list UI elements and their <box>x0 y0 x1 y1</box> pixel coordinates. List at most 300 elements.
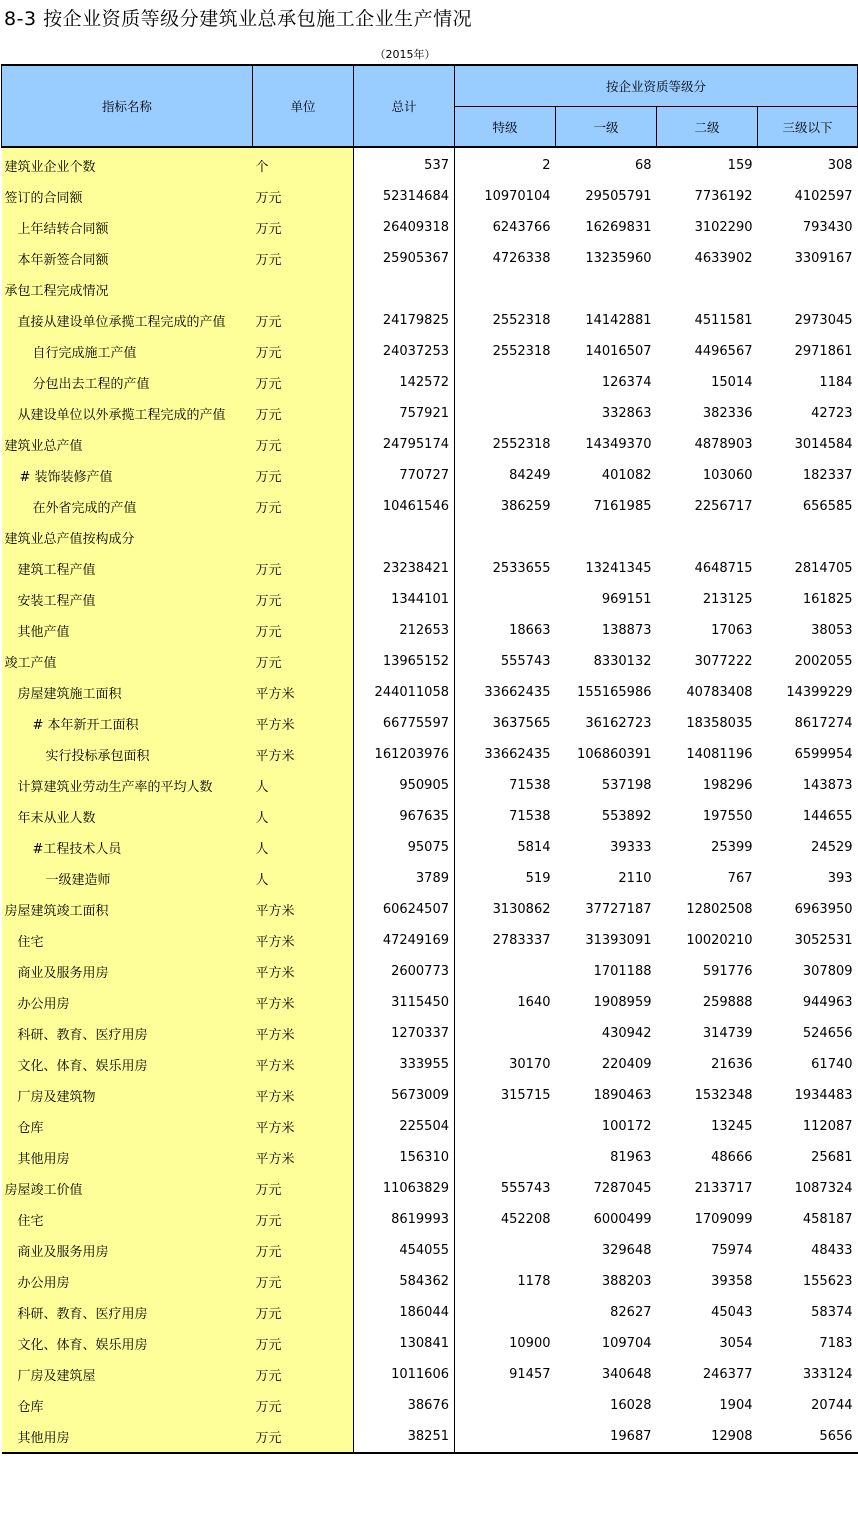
row-unit: 平方米 <box>253 677 354 708</box>
cell-grade-second: 213125 <box>702 592 753 607</box>
cell-total: 95075 <box>354 832 455 863</box>
cell-grade-first: 6000499 <box>593 1212 652 1227</box>
row-label: 商业及服务用房 <box>2 1235 253 1266</box>
cell-grade-special: 5814 <box>517 840 551 855</box>
cell-grade-second: 40783408 <box>686 685 753 700</box>
cell-grade-first: 332863 <box>601 406 652 421</box>
row-unit: 万元 <box>253 615 354 646</box>
cell-grade-second: 75974 <box>711 1243 753 1258</box>
row-unit <box>253 522 354 553</box>
table-row <box>2 801 858 832</box>
row-unit: 平方米 <box>253 1018 354 1049</box>
row-unit: 平方米 <box>253 1142 354 1173</box>
row-unit: 平方米 <box>253 1049 354 1080</box>
table-row <box>2 1080 858 1111</box>
cell-grade-special <box>455 1390 556 1421</box>
cell-grade-third-below: 143873 <box>802 778 853 793</box>
cell-grade-first: 1890463 <box>593 1088 652 1103</box>
cell-total: 52314684 <box>354 181 455 212</box>
cell-grade-second: 3102290 <box>694 220 753 235</box>
cell-grade-third-below: 2973045 <box>794 313 853 328</box>
row-label: 房屋建筑施工面积 <box>2 677 253 708</box>
cell-grade-first: 1701188 <box>593 964 652 979</box>
cell-grade-second <box>657 274 758 305</box>
cell-grade-second: 382336 <box>702 406 753 421</box>
cell-grade-first <box>556 274 657 305</box>
row-label: 科研、教育、医疗用房 <box>2 1018 253 1049</box>
cell-grade-third-below: 48433 <box>811 1243 853 1258</box>
cell-grade-third-below: 333124 <box>802 1367 853 1382</box>
cell-grade-special: 3130862 <box>492 902 551 917</box>
table-row <box>2 553 858 584</box>
cell-total: 1011606 <box>354 1359 455 1390</box>
table-row <box>2 398 858 429</box>
cell-grade-third-below: 155623 <box>802 1274 853 1289</box>
cell-grade-first: 106860391 <box>577 747 652 762</box>
row-unit <box>253 274 354 305</box>
row-label: #工程技术人员 <box>2 832 253 863</box>
row-unit: 万元 <box>253 398 354 429</box>
cell-grade-special: 2783337 <box>492 933 551 948</box>
table-row <box>2 1142 858 1173</box>
cell-grade-first: 109704 <box>601 1336 652 1351</box>
cell-grade-first: 8330132 <box>593 654 652 669</box>
cell-grade-first: 37727187 <box>585 902 652 917</box>
cell-total: 60624507 <box>354 894 455 925</box>
cell-grade-second <box>657 522 758 553</box>
row-label: 本年新签合同额 <box>2 243 253 274</box>
cell-total: 3115450 <box>354 987 455 1018</box>
cell-grade-second: 45043 <box>711 1305 753 1320</box>
table-row <box>2 460 858 491</box>
cell-total: 13965152 <box>354 646 455 677</box>
table-body <box>2 147 858 1453</box>
cell-total: 26409318 <box>354 212 455 243</box>
cell-grade-special <box>455 584 556 615</box>
cell-grade-third-below: 1184 <box>819 375 853 390</box>
cell-grade-first: 388203 <box>601 1274 652 1289</box>
cell-total: 23238421 <box>354 553 455 584</box>
cell-total: 770727 <box>354 460 455 491</box>
row-label: 办公用房 <box>2 1266 253 1297</box>
row-unit: 万元 <box>253 460 354 491</box>
cell-grade-special: 71538 <box>509 778 551 793</box>
table-row <box>2 491 858 522</box>
cell-grade-second: 103060 <box>702 468 753 483</box>
cell-grade-third-below: 656585 <box>802 499 853 514</box>
row-unit: 平方米 <box>253 987 354 1018</box>
cell-grade-first: 138873 <box>601 623 652 638</box>
row-unit: 万元 <box>253 553 354 584</box>
cell-total: 333955 <box>354 1049 455 1080</box>
table-row <box>2 147 858 181</box>
cell-grade-first: 340648 <box>601 1367 652 1382</box>
header-grade-second: 二级 <box>657 107 758 148</box>
cell-grade-second: 591776 <box>702 964 753 979</box>
row-label: 文化、体育、娱乐用房 <box>2 1049 253 1080</box>
cell-grade-special: 386259 <box>500 499 551 514</box>
row-unit: 平方米 <box>253 894 354 925</box>
cell-grade-special <box>455 956 556 987</box>
cell-total: 950905 <box>354 770 455 801</box>
table-row <box>2 1018 858 1049</box>
row-unit: 万元 <box>253 1173 354 1204</box>
row-label: 其他用房 <box>2 1142 253 1173</box>
cell-total: 537 <box>354 147 455 181</box>
cell-grade-second: 767 <box>727 871 753 886</box>
cell-grade-special: 315715 <box>500 1088 551 1103</box>
row-unit: 万元 <box>253 1421 354 1453</box>
cell-grade-special <box>455 1421 556 1453</box>
table-row <box>2 429 858 460</box>
cell-grade-first: 1908959 <box>593 995 652 1010</box>
cell-grade-third-below: 1934483 <box>794 1088 853 1103</box>
row-label: 从建设单位以外承揽工程完成的产值 <box>2 398 253 429</box>
cell-grade-third-below: 6599954 <box>794 747 853 762</box>
cell-grade-third-below: 793430 <box>802 220 853 235</box>
table-row <box>2 305 858 336</box>
row-label: # 装饰装修产值 <box>2 460 253 491</box>
row-unit: 人 <box>253 770 354 801</box>
row-unit: 平方米 <box>253 925 354 956</box>
cell-total: 156310 <box>354 1142 455 1173</box>
cell-grade-special: 2552318 <box>492 344 551 359</box>
row-unit: 万元 <box>253 1235 354 1266</box>
cell-grade-second: 15014 <box>711 375 753 390</box>
cell-grade-first: 220409 <box>601 1057 652 1072</box>
cell-grade-second: 4633902 <box>694 251 753 266</box>
cell-grade-second: 4878903 <box>694 437 753 452</box>
cell-grade-special: 3637565 <box>492 716 551 731</box>
cell-total: 142572 <box>354 367 455 398</box>
table-row <box>2 677 858 708</box>
cell-grade-first: 14016507 <box>585 344 652 359</box>
table-row <box>2 336 858 367</box>
table-row <box>2 522 858 553</box>
cell-grade-third-below: 42723 <box>811 406 853 421</box>
row-unit: 万元 <box>253 584 354 615</box>
row-label: 商业及服务用房 <box>2 956 253 987</box>
row-label: 上年结转合同额 <box>2 212 253 243</box>
row-label: 实行投标承包面积 <box>2 739 253 770</box>
cell-total: 3789 <box>354 863 455 894</box>
page-title: 8-3 按企业资质等级分建筑业总承包施工企业生产情况 <box>4 8 473 30</box>
cell-grade-second: 48666 <box>711 1150 753 1165</box>
cell-grade-special: 33662435 <box>484 685 551 700</box>
row-label: 厂房及建筑屋 <box>2 1359 253 1390</box>
cell-grade-second: 14081196 <box>686 747 753 762</box>
cell-grade-second: 39358 <box>711 1274 753 1289</box>
cell-total: 225504 <box>354 1111 455 1142</box>
cell-total: 38251 <box>354 1421 455 1453</box>
cell-grade-third-below: 393 <box>827 871 853 886</box>
table-row <box>2 1204 858 1235</box>
cell-grade-special <box>455 367 556 398</box>
cell-total: 967635 <box>354 801 455 832</box>
cell-total: 10461546 <box>354 491 455 522</box>
row-label: 承包工程完成情况 <box>2 274 253 305</box>
row-unit: 万元 <box>253 1204 354 1235</box>
cell-grade-first: 16269831 <box>585 220 652 235</box>
cell-grade-special: 18663 <box>509 623 551 638</box>
row-label: 房屋建筑竣工面积 <box>2 894 253 925</box>
cell-grade-third-below: 20744 <box>811 1398 853 1413</box>
cell-grade-third-below: 944963 <box>802 995 853 1010</box>
cell-grade-special: 519 <box>525 871 551 886</box>
cell-total: 11063829 <box>354 1173 455 1204</box>
cell-grade-second: 3077222 <box>694 654 753 669</box>
row-label: 其他用房 <box>2 1421 253 1453</box>
row-label: 签订的合同额 <box>2 181 253 212</box>
row-label: 住宅 <box>2 1204 253 1235</box>
row-unit: 平方米 <box>253 708 354 739</box>
cell-grade-special: 555743 <box>500 654 551 669</box>
year-note: （2015年） <box>374 48 436 61</box>
row-unit: 人 <box>253 863 354 894</box>
cell-grade-third-below: 24529 <box>811 840 853 855</box>
table-row <box>2 1266 858 1297</box>
row-unit: 人 <box>253 801 354 832</box>
cell-total: 38676 <box>354 1390 455 1421</box>
cell-grade-third-below <box>758 274 858 305</box>
table-row <box>2 1297 858 1328</box>
cell-grade-third-below: 3052531 <box>794 933 853 948</box>
cell-grade-third-below: 58374 <box>811 1305 853 1320</box>
cell-grade-special <box>455 522 556 553</box>
row-unit: 万元 <box>253 243 354 274</box>
cell-grade-special: 10970104 <box>484 189 551 204</box>
row-label: 计算建筑业劳动生产率的平均人数 <box>2 770 253 801</box>
cell-total: 757921 <box>354 398 455 429</box>
cell-grade-first: 29505791 <box>585 189 652 204</box>
table-row <box>2 243 858 274</box>
cell-grade-first: 14349370 <box>585 437 652 452</box>
table-row <box>2 584 858 615</box>
cell-grade-special: 6243766 <box>492 220 551 235</box>
header-grade-third-below: 三级以下 <box>758 107 858 148</box>
row-label: 竣工产值 <box>2 646 253 677</box>
table-row <box>2 1390 858 1421</box>
row-label: 厂房及建筑物 <box>2 1080 253 1111</box>
cell-grade-third-below: 2814705 <box>794 561 853 576</box>
table-row <box>2 1049 858 1080</box>
cell-total: 454055 <box>354 1235 455 1266</box>
table-row <box>2 1421 858 1453</box>
row-unit: 万元 <box>253 646 354 677</box>
cell-grade-second: 314739 <box>702 1026 753 1041</box>
header-grade-special: 特级 <box>455 107 556 148</box>
cell-grade-third-below: 1087324 <box>794 1181 853 1196</box>
cell-grade-third-below: 307809 <box>802 964 853 979</box>
cell-grade-third-below: 182337 <box>802 468 853 483</box>
cell-grade-third-below <box>758 522 858 553</box>
cell-grade-second: 259888 <box>702 995 753 1010</box>
cell-grade-second: 1904 <box>719 1398 753 1413</box>
row-label: 仓库 <box>2 1111 253 1142</box>
cell-grade-third-below: 458187 <box>802 1212 853 1227</box>
row-unit: 万元 <box>253 1390 354 1421</box>
row-label: 年末从业人数 <box>2 801 253 832</box>
table-row <box>2 646 858 677</box>
cell-grade-first: 68 <box>634 158 652 173</box>
row-label: 仓库 <box>2 1390 253 1421</box>
cell-grade-second: 1532348 <box>694 1088 753 1103</box>
table-row <box>2 894 858 925</box>
cell-grade-second: 4511581 <box>694 313 753 328</box>
table-row <box>2 863 858 894</box>
cell-grade-special: 91457 <box>509 1367 551 1382</box>
cell-grade-second: 12802508 <box>686 902 753 917</box>
cell-grade-second: 13245 <box>711 1119 753 1134</box>
row-unit: 万元 <box>253 305 354 336</box>
cell-grade-first: 553892 <box>601 809 652 824</box>
cell-grade-second: 18358035 <box>686 716 753 731</box>
row-unit: 个 <box>253 147 354 181</box>
cell-grade-special: 84249 <box>509 468 551 483</box>
cell-grade-special <box>455 1235 556 1266</box>
cell-grade-special <box>455 1297 556 1328</box>
table-row <box>2 1359 858 1390</box>
cell-grade-special <box>455 1142 556 1173</box>
cell-grade-first: 82627 <box>610 1305 652 1320</box>
cell-grade-third-below: 61740 <box>811 1057 853 1072</box>
cell-grade-special: 2533655 <box>492 561 551 576</box>
cell-grade-first: 14142881 <box>585 313 652 328</box>
cell-grade-third-below: 7183 <box>819 1336 853 1351</box>
table-row <box>2 770 858 801</box>
cell-grade-special: 1178 <box>517 1274 551 1289</box>
cell-grade-special: 10900 <box>509 1336 551 1351</box>
cell-grade-first: 2110 <box>618 871 652 886</box>
cell-total: 1344101 <box>354 584 455 615</box>
row-label: 直接从建设单位承揽工程完成的产值 <box>2 305 253 336</box>
row-label: # 本年新开工面积 <box>2 708 253 739</box>
cell-grade-special: 2552318 <box>492 437 551 452</box>
cell-grade-special: 452208 <box>500 1212 551 1227</box>
cell-grade-first: 13235960 <box>585 251 652 266</box>
cell-grade-first: 16028 <box>610 1398 652 1413</box>
cell-grade-special <box>455 1111 556 1142</box>
table-row <box>2 832 858 863</box>
cell-total <box>354 274 455 305</box>
cell-grade-second: 4648715 <box>694 561 753 576</box>
cell-grade-third-below: 3014584 <box>794 437 853 452</box>
cell-grade-second: 21636 <box>711 1057 753 1072</box>
table-row <box>2 1173 858 1204</box>
row-label: 文化、体育、娱乐用房 <box>2 1328 253 1359</box>
row-unit: 万元 <box>253 181 354 212</box>
row-unit: 万元 <box>253 1359 354 1390</box>
cell-total: 47249169 <box>354 925 455 956</box>
row-unit: 万元 <box>253 1297 354 1328</box>
cell-total: 244011058 <box>354 677 455 708</box>
cell-grade-second: 25399 <box>711 840 753 855</box>
cell-total: 24179825 <box>354 305 455 336</box>
row-label: 住宅 <box>2 925 253 956</box>
row-unit: 万元 <box>253 491 354 522</box>
row-unit: 平方米 <box>253 956 354 987</box>
cell-grade-first <box>556 522 657 553</box>
cell-grade-special: 1640 <box>517 995 551 1010</box>
cell-grade-third-below: 25681 <box>811 1150 853 1165</box>
cell-total: 130841 <box>354 1328 455 1359</box>
cell-grade-second: 4496567 <box>694 344 753 359</box>
table-row <box>2 708 858 739</box>
cell-grade-first: 13241345 <box>585 561 652 576</box>
cell-grade-first: 81963 <box>610 1150 652 1165</box>
header-unit: 单位 <box>253 65 354 147</box>
row-label: 在外省完成的产值 <box>2 491 253 522</box>
cell-grade-third-below: 2971861 <box>794 344 853 359</box>
cell-total <box>354 522 455 553</box>
table-row <box>2 925 858 956</box>
row-label: 安装工程产值 <box>2 584 253 615</box>
cell-grade-first: 329648 <box>601 1243 652 1258</box>
cell-grade-first: 430942 <box>601 1026 652 1041</box>
cell-total: 25905367 <box>354 243 455 274</box>
cell-total: 1270337 <box>354 1018 455 1049</box>
data-table <box>1 64 858 1454</box>
cell-grade-third-below: 144655 <box>802 809 853 824</box>
cell-total: 2600773 <box>354 956 455 987</box>
cell-grade-third-below: 14399229 <box>786 685 853 700</box>
cell-grade-first: 7287045 <box>593 1181 652 1196</box>
row-unit: 人 <box>253 832 354 863</box>
row-unit: 万元 <box>253 1266 354 1297</box>
cell-grade-third-below: 3309167 <box>794 251 853 266</box>
cell-grade-third-below: 161825 <box>802 592 853 607</box>
cell-grade-special: 33662435 <box>484 747 551 762</box>
row-unit: 平方米 <box>253 1111 354 1142</box>
row-label: 其他产值 <box>2 615 253 646</box>
cell-grade-first: 36162723 <box>585 716 652 731</box>
cell-grade-second: 3054 <box>719 1336 753 1351</box>
table-row <box>2 956 858 987</box>
cell-grade-third-below: 6963950 <box>794 902 853 917</box>
table-row <box>2 615 858 646</box>
cell-grade-third-below: 8617274 <box>794 716 853 731</box>
header-total: 总计 <box>354 65 455 147</box>
cell-grade-third-below: 308 <box>827 158 853 173</box>
cell-total: 161203976 <box>354 739 455 770</box>
cell-grade-special <box>455 1018 556 1049</box>
table-row <box>2 1235 858 1266</box>
table-row <box>2 739 858 770</box>
cell-grade-special: 71538 <box>509 809 551 824</box>
cell-grade-special: 4726338 <box>492 251 551 266</box>
cell-grade-third-below: 524656 <box>802 1026 853 1041</box>
table-row <box>2 367 858 398</box>
cell-grade-special: 2 <box>542 158 551 173</box>
row-unit: 平方米 <box>253 739 354 770</box>
cell-grade-second: 197550 <box>702 809 753 824</box>
cell-grade-second: 10020210 <box>686 933 753 948</box>
cell-grade-first: 155165986 <box>577 685 652 700</box>
cell-grade-second: 2133717 <box>694 1181 753 1196</box>
table-header <box>2 65 858 147</box>
row-unit: 万元 <box>253 429 354 460</box>
cell-grade-third-below: 2002055 <box>794 654 853 669</box>
header-indicator: 指标名称 <box>2 65 253 147</box>
cell-grade-third-below: 112087 <box>802 1119 853 1134</box>
row-label: 科研、教育、医疗用房 <box>2 1297 253 1328</box>
cell-total: 66775597 <box>354 708 455 739</box>
row-label: 一级建造师 <box>2 863 253 894</box>
cell-grade-second: 2256717 <box>694 499 753 514</box>
table-row <box>2 1111 858 1142</box>
table-row <box>2 274 858 305</box>
row-unit: 万元 <box>253 336 354 367</box>
